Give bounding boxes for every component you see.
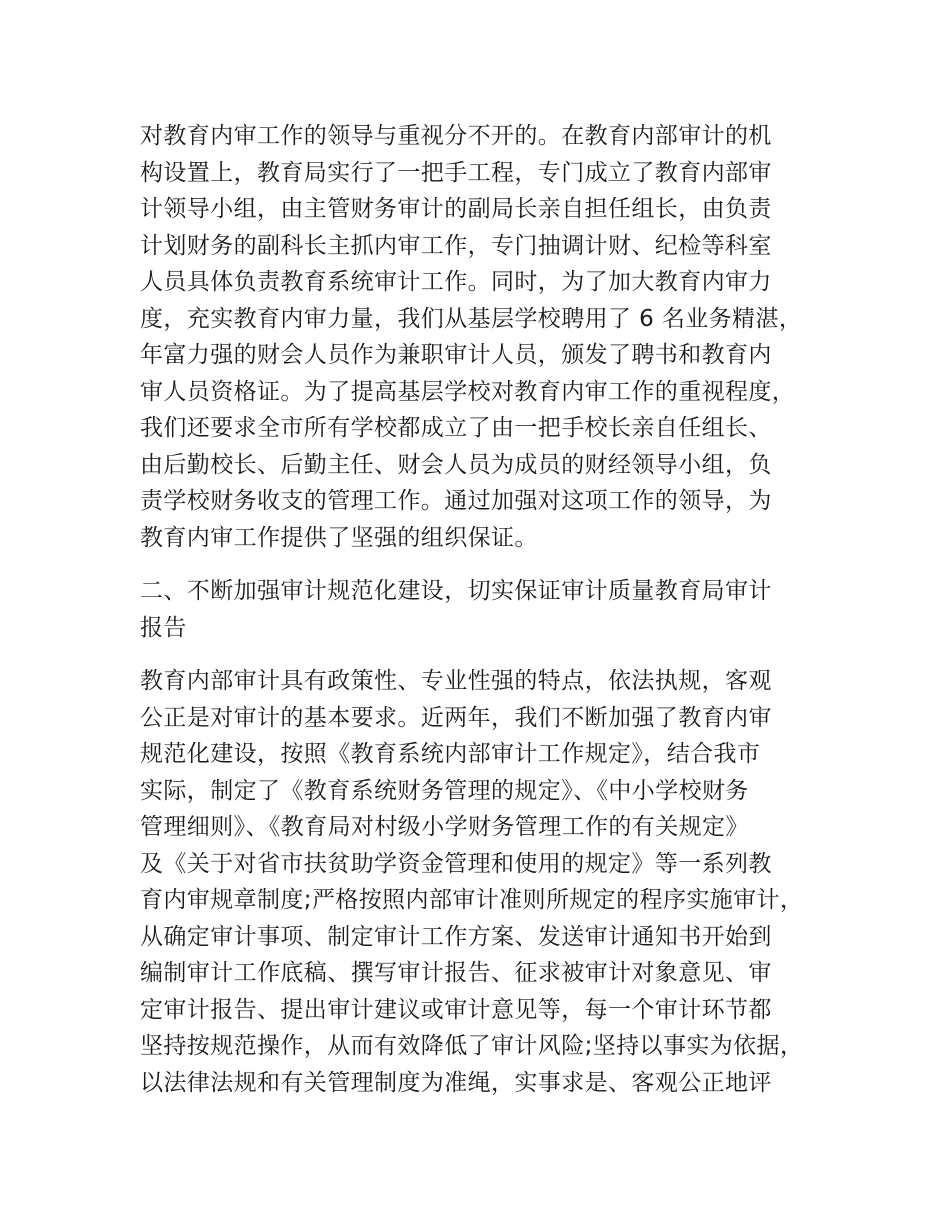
text-line: 教育内审工作提供了坚强的组织保证。 bbox=[140, 524, 538, 551]
document-page bbox=[140, 118, 840, 1101]
text-line: 公正是对审计的基本要求。近两年，我们不断加强了教育内审 bbox=[140, 704, 772, 731]
text-line: 编制审计工作底稿、撰写审计报告、征求被审计对象意见、审 bbox=[140, 960, 772, 986]
text-line: 年富力强的财会人员作为兼职审计人员，颁发了聘书和教育内 bbox=[140, 342, 772, 368]
text-line: 从确定审计事项、制定审计工作方案、发送审计通知书开始到 bbox=[140, 923, 772, 950]
paragraph-leadership bbox=[140, 118, 840, 556]
text-line: 管理细则》、《教育局对村级小学财务管理工作的有关规定》 bbox=[140, 814, 749, 840]
text-line: 审人员资格证。为了提高基层学校对教育内审工作的重视程度， bbox=[140, 378, 796, 405]
paragraph-standardization bbox=[140, 663, 840, 1101]
text-line: 坚持按规范操作，从而有效降低了审计风险;坚持以事实为依据， bbox=[140, 1033, 804, 1059]
text-line: 以法律法规和有关管理制度为准绳，实事求是、客观公正地评 bbox=[140, 1069, 772, 1096]
text-line: 规范化建设，按照《教育系统内部审计工作规定》，结合我市 bbox=[140, 741, 761, 767]
heading-line: 二、不断加强审计规范化建设，切实保证审计质量教育局审计 bbox=[140, 578, 772, 604]
text-line: 责学校财务收支的管理工作。通过加强对这项工作的领导，为 bbox=[140, 488, 772, 514]
text-line: 及《关于对省市扶贫助学资金管理和使用的规定》等一系列教 bbox=[140, 850, 772, 877]
paragraph-gap bbox=[140, 556, 840, 573]
text-line: 计领导小组，由主管财务审计的副局长亲自担任组长，由负责 bbox=[140, 196, 772, 222]
heading-line: 报告 bbox=[140, 614, 187, 641]
text-line: 对教育内审工作的领导与重视分不开的。在教育内部审计的机 bbox=[140, 123, 772, 149]
text-line: 构设置上，教育局实行了一把手工程，专门成立了教育内部审 bbox=[140, 159, 772, 186]
text-line: 实际，制定了《教育系统财务管理的规定》、《中小学校财务 bbox=[140, 777, 749, 804]
text-line: 计划财务的副科长主抓内审工作，专门抽调计财、纪检等科室 bbox=[140, 232, 772, 259]
text-line: 由后勤校长、后勤主任、财会人员为成员的财经领导小组，负 bbox=[140, 451, 772, 478]
paragraph-gap bbox=[140, 646, 840, 663]
text-line: 定审计报告、提出审计建议或审计意见等，每一个审计环节都 bbox=[140, 996, 772, 1023]
text-line: 人员具体负责教育系统审计工作。同时，为了加大教育内审力 bbox=[140, 269, 772, 295]
text-line: 我们还要求全市所有学校都成立了由一把手校长亲自任组长、 bbox=[140, 415, 772, 441]
text-line: 度，充实教育内审力量，我们从基层学校聘用了 6 名业务精湛， bbox=[140, 305, 803, 332]
section-heading bbox=[140, 573, 840, 646]
text-line: 育内审规章制度;严格按照内部审计准则所规定的程序实施审计， bbox=[140, 887, 804, 913]
text-line: 教育内部审计具有政策性、专业性强的特点，依法执规，客观 bbox=[140, 668, 772, 694]
